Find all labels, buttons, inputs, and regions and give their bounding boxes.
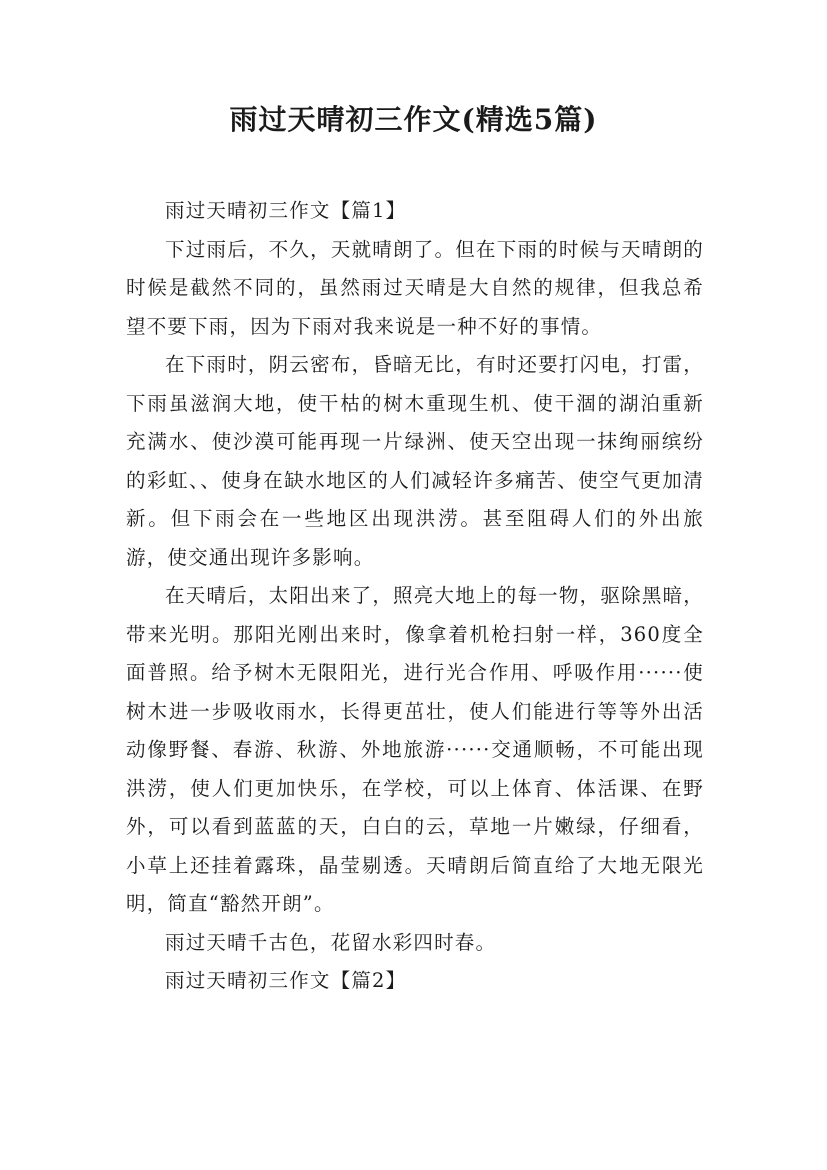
document-title: 雨过天晴初三作文(精选5篇) xyxy=(229,103,598,136)
paragraph: 在下雨时，阴云密布，昏暗无比，有时还要打闪电，打雷，下雨虽滋润大地，使干枯的树木重现生机、使干涸的湖泊重新充满水、使沙漠可能再现一片绿洲、使天空出现一抹绚丽缤纷的彩虹、、使身在缺水地区的人们减轻许多痛苦、使空气更加清新。但下雨会在一些地区出现洪涝。甚至阻碍人们的外出旅游，使交通出现许多影响。 xyxy=(126,353,704,569)
paragraph: 下过雨后，不久，天就晴朗了。但在下雨的时候与天晴朗的时候是截然不同的，虽然雨过天晴是大自然的规律，但我总希望不要下雨，因为下雨对我来说是一种不好的事情。 xyxy=(126,237,704,338)
document-body xyxy=(126,192,704,1001)
section-heading-2: 雨过天晴初三作文【篇2】 xyxy=(165,969,407,992)
paragraph: 在天晴后，太阳出来了，照亮大地上的每一物，驱除黑暗，带来光明。那阳光刚出来时，像拿着机枪扫射一样，360度全面普照。给予树木无限阳光，进行光合作用、呼吸作用······使树木进一步吸收雨水，长得更茁壮，使人们能进行等等外出活动像野餐、春游、秋游、外地旅游······交通顺畅，不可能出现洪涝，使人们更加快乐，在学校，可以上体育、体活课、在野外，可以看到蓝蓝的天，白白的云，草地一片嫩绿，仔细看，小草上还挂着露珠，晶莹剔透。天晴朗后简直给了大地无限光明，简直“豁然开朗”。 xyxy=(126,584,704,915)
section-heading-1: 雨过天晴初三作文【篇1】 xyxy=(165,199,407,222)
paragraph: 雨过天晴千古色，花留水彩四时春。 xyxy=(165,930,497,954)
